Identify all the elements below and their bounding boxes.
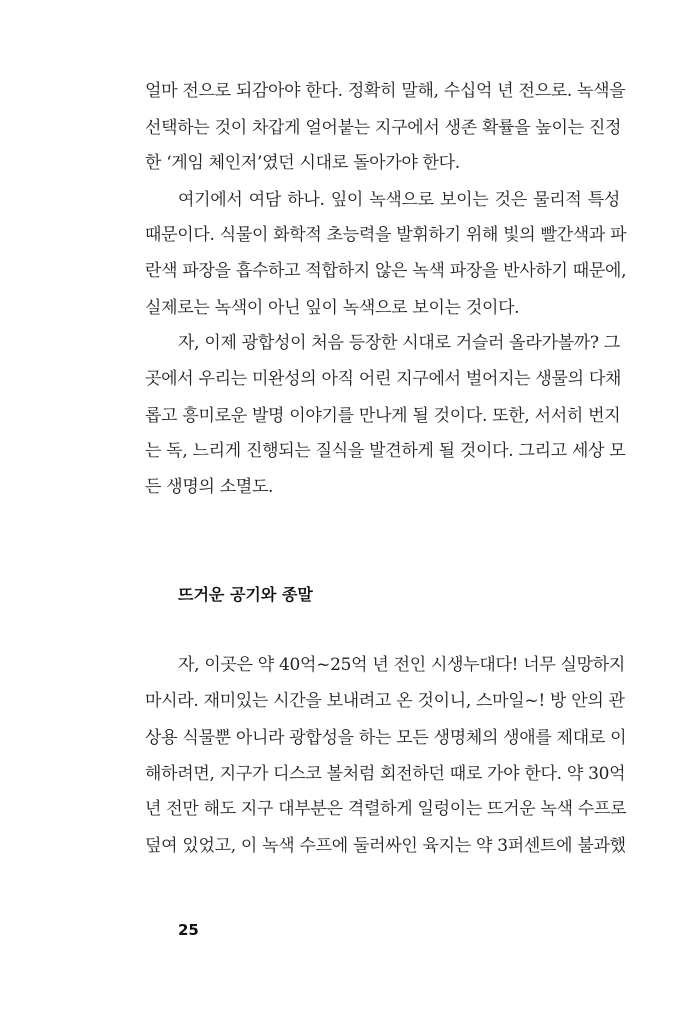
section-heading: 뜨거운 공기와 종말 [178, 585, 313, 604]
text-line: 는 독, 느리게 진행되는 질식을 발견하게 될 것이다. 그리고 세상 모 [145, 441, 626, 461]
page-number: 25 [178, 921, 199, 939]
text-line: 해하려면, 지구가 디스코 볼처럼 회전하던 때로 가야 한다. 약 30억 [145, 764, 626, 784]
text-line: 때문이다. 식물이 화학적 초능력을 발휘하기 위해 빛의 빨간색과 파 [145, 225, 627, 245]
text-line: 상용 식물뿐 아니라 광합성을 하는 모든 생명체의 생애를 제대로 이 [145, 728, 627, 748]
text-line: 곳에서 우리는 미완성의 아직 어린 지구에서 벌어지는 생물의 다채 [145, 369, 622, 389]
text-line: 란색 파장을 흡수하고 적합하지 않은 녹색 파장을 반사하기 때문에, [145, 261, 627, 281]
text-line: 자, 이제 광합성이 처음 등장한 시대로 거슬러 올라가볼까? 그 [178, 333, 620, 353]
text-line: 마시라. 재미있는 시간을 보내려고 온 것이니, 스마일~! 방 안의 관 [145, 691, 625, 711]
text-line: 실제로는 녹색이 아닌 잎이 녹색으로 보이는 것이다. [145, 298, 520, 318]
text-line: 자, 이곳은 약 40억~25억 년 전인 시생누대다! 너무 실망하지 [178, 655, 626, 675]
text-line: 얼마 전으로 되감아야 한다. 정확히 말해, 수십억 년 전으로. 녹색을 [145, 81, 626, 101]
text-line: 한 ‘게임 체인저’였던 시대로 돌아가야 한다. [145, 153, 460, 173]
text-line: 든 생명의 소멸도. [145, 477, 274, 497]
text-line: 덮여 있었고, 이 녹색 수프에 둘러싸인 육지는 약 3퍼센트에 불과했 [145, 836, 626, 856]
text-line: 선택하는 것이 차갑게 얼어붙는 지구에서 생존 확률을 높이는 진정 [145, 118, 622, 138]
text-line: 년 전만 해도 지구 대부분은 격렬하게 일렁이는 뜨거운 녹색 수프로 [145, 799, 627, 819]
text-line: 여기에서 여담 하나. 잎이 녹색으로 보이는 것은 물리적 특성 [178, 190, 620, 210]
text-line: 롭고 흥미로운 발명 이야기를 만나게 될 것이다. 또한, 서서히 번지 [145, 406, 621, 426]
